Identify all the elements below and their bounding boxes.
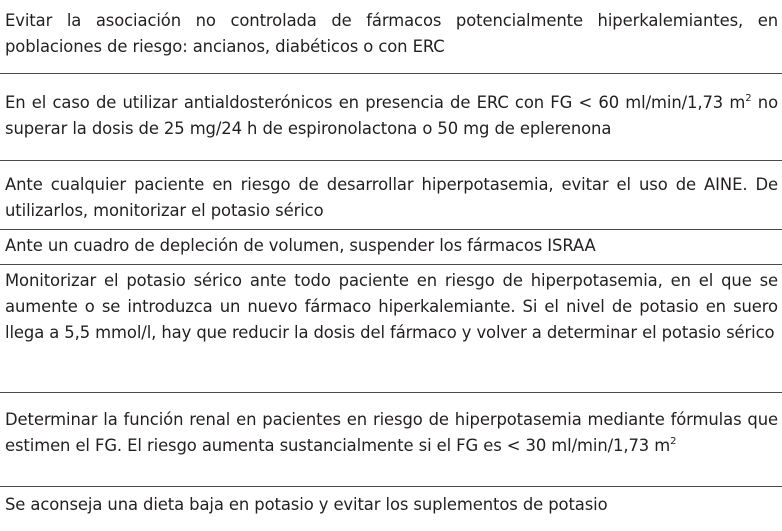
recommendation-row	[0, 393, 782, 487]
recommendation-text-part: no superar la dosis de 25 mg/24 h de espironolactona o 50 mg de eplerenona	[5, 93, 778, 138]
recommendation-row	[0, 487, 782, 531]
recommendation-text	[5, 90, 778, 142]
recommendation-text: Ante cualquier paciente en riesgo de desarrollar hiperpotasemia, evitar el uso de AINE. De utilizarlos, monitorizar el potasio sérico	[5, 175, 778, 220]
recommendation-row	[0, 230, 782, 265]
recommendation-text	[5, 407, 778, 459]
recommendation-text-part: Determinar la función renal en pacientes en riesgo de hiperpotasemia mediante fórmulas que estimen el FG. El riesgo aumenta sustancialmente si el FG es < 30 ml/min/1,73 m	[5, 410, 778, 455]
recommendation-text-part: En el caso de utilizar antialdosterónicos en presencia de ERC con FG < 60 ml/min/1,73 m	[5, 93, 746, 112]
recommendation-row	[0, 0, 782, 74]
superscript: 2	[670, 436, 677, 447]
recommendation-text: Ante un cuadro de depleción de volumen, suspender los fármacos ISRAA	[5, 236, 596, 255]
recommendation-text: Evitar la asociación no controlada de fármacos potencialmente hiperkalemiantes, en poblaciones de riesgo: ancianos, diabéticos o con ERC	[5, 11, 778, 56]
recommendation-row	[0, 74, 782, 161]
superscript: 2	[745, 93, 752, 104]
recommendation-row	[0, 265, 782, 393]
recommendation-text: Monitorizar el potasio sérico ante todo paciente en riesgo de hiperpotasemia, en el que se aumente o se introduzca un nuevo fármaco hiperkalemiante. Si el nivel de potasio en suero llega a 5,5 mmol/l, hay que reducir la dosis del fármaco y volver a determinar el potasio sérico	[5, 271, 778, 342]
recommendation-row	[0, 161, 782, 230]
recommendation-text: Se aconseja una dieta baja en potasio y evitar los suplementos de potasio	[5, 495, 608, 514]
